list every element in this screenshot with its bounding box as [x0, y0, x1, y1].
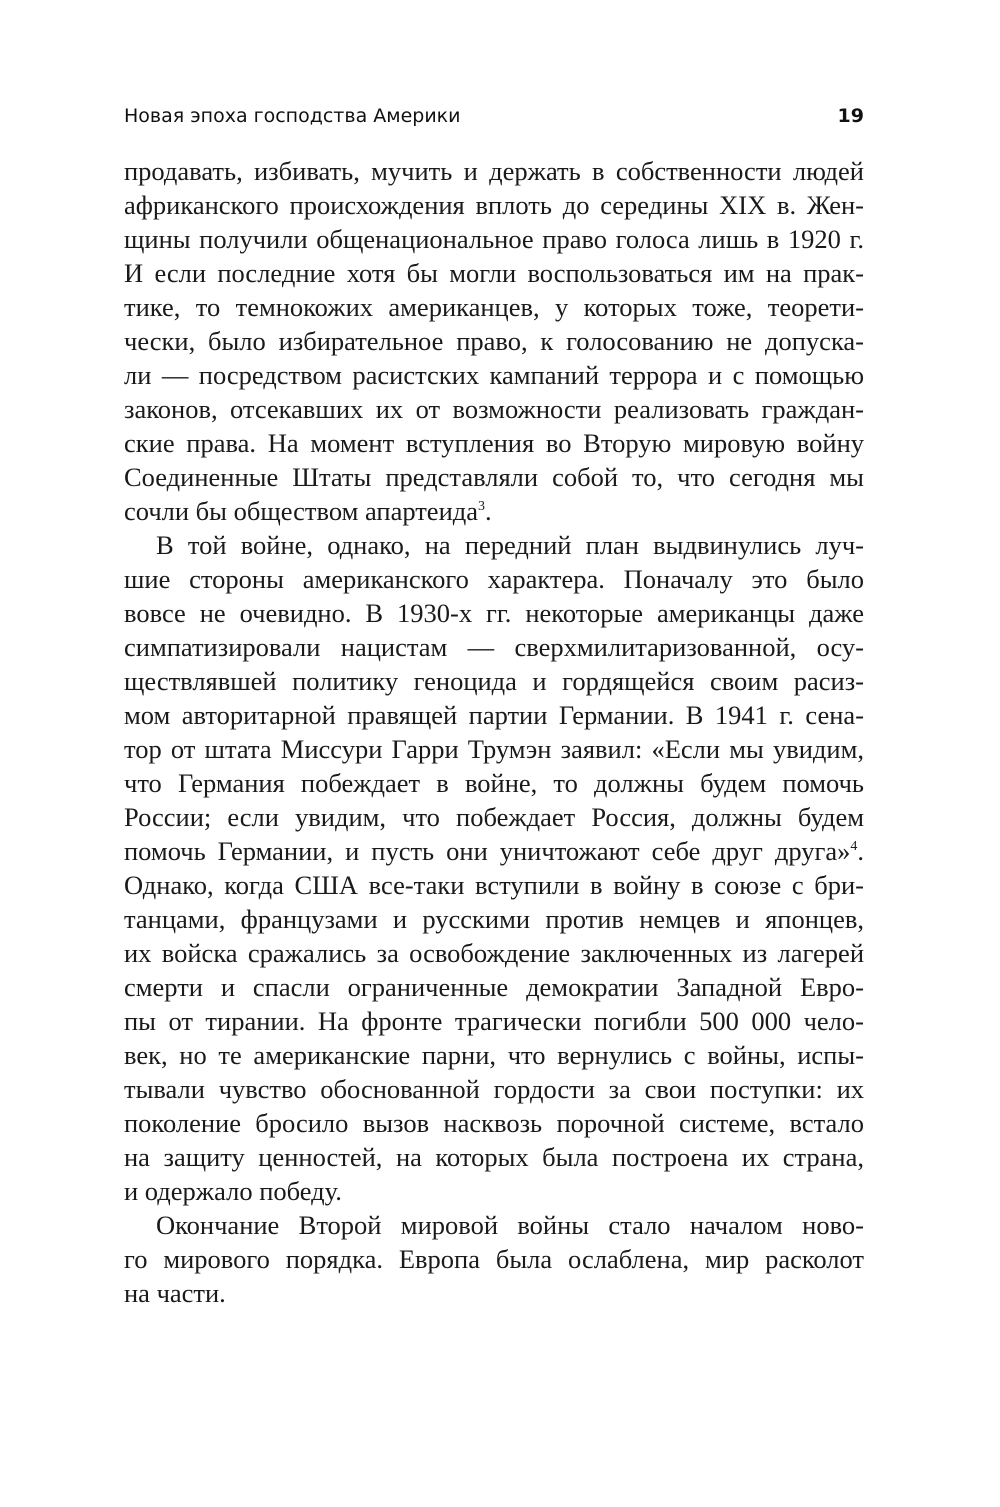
text-line: го мирового порядка. Европа была ослаблена, мир расколот	[124, 1244, 864, 1274]
text-line: тывали чувство обоснованной гордости за свои поступки: их	[124, 1074, 864, 1104]
text-line: мом авторитарной правящей партии Германии. В 1941 г. сена-	[124, 700, 864, 730]
text-line: пы от тирании. На фронте трагически погибли 500 000 чело-	[124, 1006, 864, 1036]
text-line: танцами, французами и русскими против немцев и японцев,	[124, 904, 864, 934]
text-line: на защиту ценностей, на которых была построена их страна,	[124, 1142, 864, 1172]
text-fragment: .	[857, 836, 864, 866]
text-line: ские права. На момент вступления во Вторую мировую войну	[124, 428, 864, 458]
text-line: Окончание Второй мировой войны стало началом ново-	[156, 1210, 864, 1240]
text-line	[124, 494, 864, 528]
text-line: законов, отсекавших их от возможности реализовать граждан-	[124, 394, 864, 424]
text-line: России; если увидим, что побеждает Россия, должны будем	[124, 802, 864, 832]
body-text	[124, 154, 864, 1310]
text-line: симпатизировали нацистам — сверхмилитаризованной, осу-	[124, 632, 864, 662]
text-line: на части.	[124, 1278, 226, 1308]
page-number: 19	[837, 105, 864, 127]
text-line: смерти и спасли ограниченные демократии Западной Евро-	[124, 972, 864, 1002]
text-line: тике, то темнокожих американцев, у которых тоже, теорети-	[124, 292, 864, 322]
text-line: вовсе не очевидно. В 1930-х гг. некоторые американцы даже	[124, 598, 864, 628]
text-line: ли — посредством расистских кампаний террора и с помощью	[124, 360, 864, 390]
paragraph-3	[124, 1208, 864, 1310]
text-line: поколение бросило вызов насквозь порочной системе, встало	[124, 1108, 864, 1138]
text-fragment: помочь Германии, и пусть они уничтожают себе друг друга»	[124, 836, 851, 866]
text-line: что Германия побеждает в войне, то должны будем помочь	[124, 768, 864, 798]
page-header	[124, 96, 864, 136]
running-title: Новая эпоха господства Америки	[124, 105, 461, 127]
text-line: ществлявшей политику геноцида и гордящейся своим расиз-	[124, 666, 864, 696]
text-line: продавать, избивать, мучить и держать в собственности людей	[124, 156, 864, 186]
text-line: Однако, когда США все-таки вступили в войну в союзе с бри-	[124, 870, 864, 900]
text-fragment: .	[485, 496, 492, 526]
paragraph-2	[124, 528, 864, 1208]
text-fragment: сочли бы обществом апартеида	[124, 496, 478, 526]
text-line: Соединенные Штаты представляли собой то, что сегодня мы	[124, 462, 864, 492]
footnote-marker[interactable]: 3	[478, 499, 485, 515]
text-line: В той войне, однако, на передний план выдвинулись луч-	[156, 530, 864, 560]
text-line: шие стороны американского характера. Поначалу это было	[124, 564, 864, 594]
text-line: их войска сражались за освобождение заключенных из лагерей	[124, 938, 864, 968]
text-line: век, но те американские парни, что вернулись с войны, испы-	[124, 1040, 864, 1070]
text-line: тор от штата Миссури Гарри Трумэн заявил: «Если мы увидим,	[124, 734, 864, 764]
text-line: щины получили общенациональное право голоса лишь в 1920 г.	[124, 224, 864, 254]
paragraph-1	[124, 154, 864, 528]
text-line: И если последние хотя бы могли воспользоваться им на прак-	[124, 258, 864, 288]
text-line: и одержало победу.	[124, 1176, 342, 1206]
text-line	[124, 834, 864, 868]
footnote-marker[interactable]: 4	[850, 839, 858, 855]
text-line: чески, было избирательное право, к голосованию не допуска-	[124, 326, 864, 356]
text-line: африканского происхождения вплоть до середины XIX в. Жен-	[124, 190, 864, 220]
